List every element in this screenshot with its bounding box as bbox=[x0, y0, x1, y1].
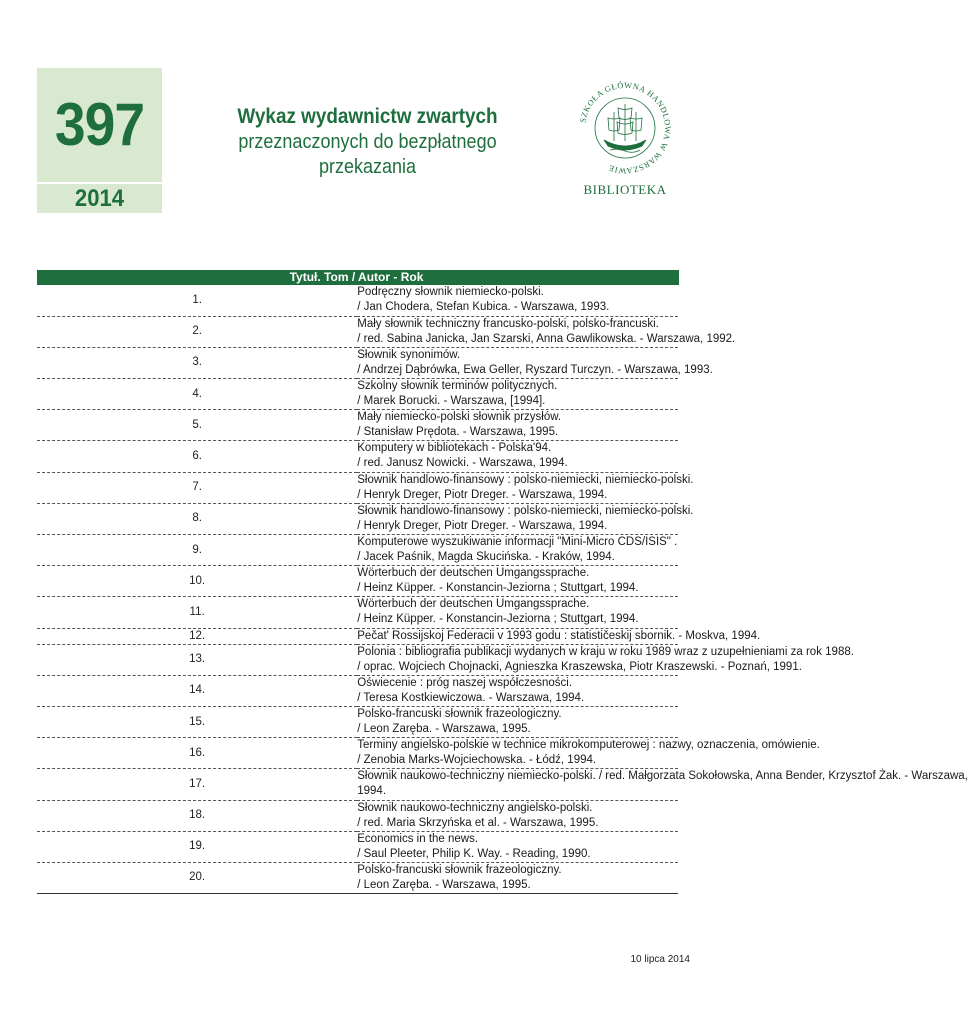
table-header-row bbox=[37, 270, 678, 285]
row-entry bbox=[357, 800, 677, 831]
row-number: 7. bbox=[37, 472, 357, 503]
table-row bbox=[37, 566, 678, 597]
entry-title: Economics in the news. bbox=[357, 832, 479, 845]
document-heading bbox=[190, 104, 545, 180]
row-number: 6. bbox=[37, 441, 357, 472]
row-entry bbox=[357, 566, 677, 597]
row-entry bbox=[357, 597, 677, 628]
entry-title: Słownik handlowo-finansowy : polsko-niemiecki, niemiecko-polski. bbox=[357, 504, 694, 517]
row-number: 8. bbox=[37, 503, 357, 534]
entry-author: / Teresa Kostkiewiczowa. - Warszawa, 1994. bbox=[357, 691, 585, 704]
document-title: Wykaz wydawnictw zwartych bbox=[237, 105, 498, 128]
row-number: 17. bbox=[37, 769, 357, 800]
entry-title: Mały niemiecko-polski słownik przysłów. bbox=[357, 411, 562, 424]
entry-author: / Zenobia Marks-Wojciechowska. - Łódź, 1994. bbox=[357, 754, 597, 767]
table-row bbox=[37, 472, 678, 503]
entry-author: / Jan Chodera, Stefan Kubica. - Warszawa, 1993. bbox=[357, 301, 610, 313]
row-entry bbox=[357, 316, 736, 347]
entry-author: / red. Janusz Nowicki. - Warszawa, 1994. bbox=[357, 457, 568, 470]
row-entry bbox=[357, 628, 761, 644]
entry-author: / red. Sabina Janicka, Jan Szarski, Anna Gawlikowska. - Warszawa, 1992. bbox=[357, 332, 736, 345]
row-entry bbox=[357, 769, 968, 800]
row-number: 15. bbox=[37, 706, 357, 737]
row-number: 10. bbox=[37, 566, 357, 597]
entry-author: / oprac. Wojciech Chojnacki, Agnieszka Kraszewska, Piotr Kraszewski. - Poznań, 1991. bbox=[357, 660, 802, 673]
entry-author: / Henryk Dreger, Piotr Dreger. - Warszawa, 1994. bbox=[357, 488, 608, 501]
entry-title: Szkolny słownik terminów politycznych. bbox=[357, 380, 558, 393]
row-entry bbox=[357, 347, 713, 378]
row-number: 20. bbox=[37, 862, 357, 893]
table-row bbox=[37, 862, 678, 893]
row-number: 1. bbox=[37, 285, 357, 316]
entry-title: Komputerowe wyszukiwanie informacji "Mini-Micro CDS/ISIS" . bbox=[357, 536, 678, 548]
table-row bbox=[37, 503, 678, 534]
entry-title: Oświecenie : próg naszej współczesności. bbox=[357, 676, 573, 689]
logo-label: BIBLIOTEKA bbox=[583, 182, 667, 197]
table-row bbox=[37, 379, 678, 410]
row-entry bbox=[357, 738, 820, 769]
library-logo bbox=[570, 78, 680, 203]
row-number: 14. bbox=[37, 675, 357, 706]
row-entry bbox=[357, 535, 677, 566]
issue-year: 2014 bbox=[74, 185, 125, 212]
row-number: 5. bbox=[37, 410, 357, 441]
entry-title: Pečat' Rossijskoj Federacii v 1993 godu : statističeskij sbornik. - Moskva, 1994. bbox=[357, 629, 761, 642]
row-number: 2. bbox=[37, 316, 357, 347]
entry-title: Słownik naukowo-techniczny angielsko-polski. bbox=[357, 801, 593, 814]
row-number: 16. bbox=[37, 738, 357, 769]
row-number: 19. bbox=[37, 831, 357, 862]
table-row bbox=[37, 410, 678, 441]
row-number: 13. bbox=[37, 644, 357, 675]
entry-author: / Marek Borucki. - Warszawa, [1994]. bbox=[357, 395, 546, 408]
entry-author: / red. Maria Skrzyńska et al. - Warszawa, 1995. bbox=[357, 816, 599, 829]
row-entry bbox=[357, 503, 694, 534]
entry-title: Polonia : bibliografia publikacji wydanych w kraju w roku 1989 wraz z uzupełnieniami za rok 1988. bbox=[357, 645, 854, 658]
entry-title: Słownik naukowo-techniczny niemiecko-polski. / red. Małgorzata Sokołowska, Anna Bender, Krzysztof Żak. - Warszawa, bbox=[357, 770, 968, 783]
entry-title: Polsko-francuski słownik frazeologiczny. bbox=[357, 863, 562, 876]
entry-author: / Henryk Dreger, Piotr Dreger. - Warszawa, 1994. bbox=[357, 519, 608, 532]
row-number: 11. bbox=[37, 597, 357, 628]
entry-author: / Heinz Küpper. - Konstancin-Jeziorna ; Stuttgart, 1994. bbox=[357, 582, 639, 595]
row-number: 3. bbox=[37, 347, 357, 378]
row-number: 18. bbox=[37, 800, 357, 831]
entry-author: / Heinz Küpper. - Konstancin-Jeziorna ; Stuttgart, 1994. bbox=[357, 613, 639, 626]
row-number: 9. bbox=[37, 535, 357, 566]
entry-author: / Andrzej Dąbrówka, Ewa Geller, Ryszard Turczyn. - Warszawa, 1993. bbox=[357, 363, 713, 376]
row-entry bbox=[357, 706, 677, 737]
table-row bbox=[37, 675, 678, 706]
table-row bbox=[37, 738, 678, 769]
publications-table bbox=[37, 270, 968, 894]
entry-title: Komputery w bibliotekach - Polska'94. bbox=[357, 442, 552, 455]
row-entry bbox=[357, 472, 694, 503]
entry-title: Słownik synonimów. bbox=[357, 348, 461, 361]
table-row bbox=[37, 285, 678, 316]
row-entry bbox=[357, 285, 677, 316]
entry-title: Terminy angielsko-polskie w technice mikrokomputerowej : nazwy, oznaczenia, omówienie. bbox=[357, 739, 820, 752]
table-row bbox=[37, 316, 678, 347]
row-entry bbox=[357, 410, 677, 441]
row-number: 4. bbox=[37, 379, 357, 410]
table-body bbox=[37, 285, 968, 894]
row-entry bbox=[357, 441, 677, 472]
row-entry bbox=[357, 379, 677, 410]
table-row bbox=[37, 706, 678, 737]
entry-author: / Leon Zaręba. - Warszawa, 1995. bbox=[357, 722, 531, 735]
row-entry bbox=[357, 675, 677, 706]
table-row bbox=[37, 769, 678, 800]
entry-title: Mały słownik techniczny francusko-polski, polsko-francuski. bbox=[357, 317, 659, 330]
entry-title: Wörterbuch der deutschen Umgangssprache. bbox=[357, 598, 590, 611]
entry-author: / Saul Pleeter, Philip K. Way. - Reading, 1990. bbox=[357, 847, 591, 860]
row-entry bbox=[357, 644, 854, 675]
row-entry bbox=[357, 831, 677, 862]
document-subtitle-line2: przekazania bbox=[318, 156, 417, 178]
table-row bbox=[37, 644, 678, 675]
entry-author: / Leon Zaręba. - Warszawa, 1995. bbox=[357, 878, 531, 891]
entry-title: Wörterbuch der deutschen Umgangssprache. bbox=[357, 567, 590, 580]
document-subtitle-line1: przeznaczonych do bezpłatnego bbox=[238, 131, 497, 153]
footer-date: 10 lipca 2014 bbox=[630, 954, 690, 965]
entry-author: / Jacek Paśnik, Magda Skucińska. - Kraków, 1994. bbox=[357, 551, 615, 563]
entry-title: Podręczny słownik niemiecko-polski. bbox=[357, 286, 544, 298]
logo-ring-text: SZKOŁA GŁÓWNA HANDLOWA W WARSZAWIE bbox=[578, 80, 673, 176]
entry-author: 1994. bbox=[357, 785, 387, 798]
entry-author: / Stanisław Prędota. - Warszawa, 1995. bbox=[357, 426, 559, 439]
table-row bbox=[37, 535, 678, 566]
issue-badge bbox=[37, 68, 162, 213]
table-header: Tytuł. Tom / Autor - Rok bbox=[37, 270, 678, 285]
table-row bbox=[37, 628, 678, 644]
issue-number: 397 bbox=[54, 91, 145, 158]
table-row bbox=[37, 597, 678, 628]
entry-title: Słownik handlowo-finansowy : polsko-niemiecki, niemiecko-polski. bbox=[357, 473, 694, 486]
entry-title: Polsko-francuski słownik frazeologiczny. bbox=[357, 707, 562, 720]
row-entry bbox=[357, 862, 677, 893]
sgh-emblem-icon bbox=[570, 78, 680, 182]
row-number: 12. bbox=[37, 628, 357, 644]
table-row bbox=[37, 441, 678, 472]
table-row bbox=[37, 347, 678, 378]
table-row bbox=[37, 831, 678, 862]
table-row bbox=[37, 800, 678, 831]
